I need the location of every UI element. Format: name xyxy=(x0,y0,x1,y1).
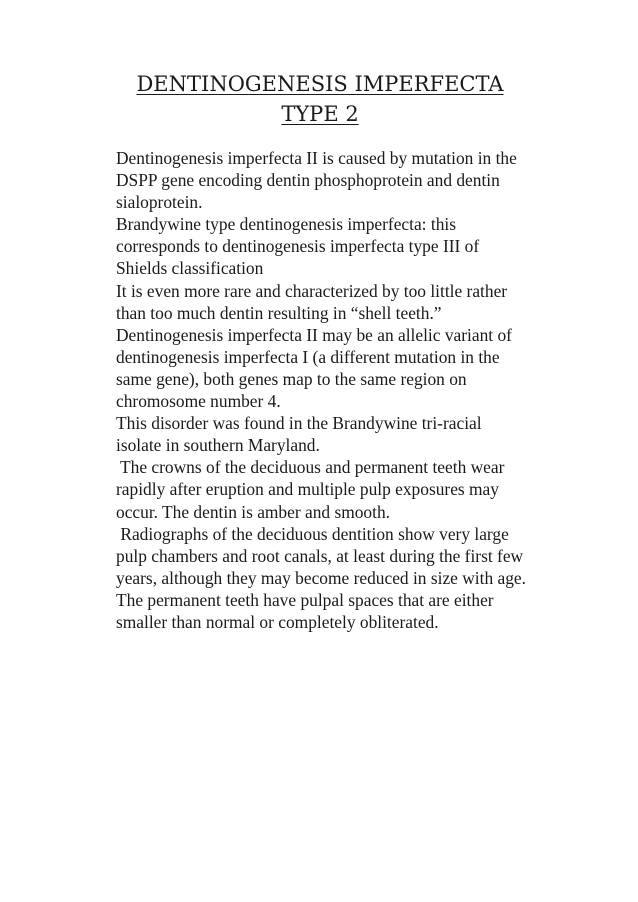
text-line: smaller than normal or completely obliterated. xyxy=(116,611,439,632)
text-line: Dentinogenesis imperfecta II may be an allelic variant of xyxy=(116,324,512,345)
text-line: same gene), both genes map to the same region on xyxy=(116,368,467,389)
text-line: Radiographs of the deciduous dentition show very large xyxy=(116,523,509,544)
text-line: Dentinogenesis imperfecta II is caused by mutation in the xyxy=(116,148,517,168)
text-line: This disorder was found in the Brandywine tri-racial xyxy=(116,413,482,434)
title-line: DENTINOGENESIS IMPERFECTA xyxy=(136,72,504,96)
text-line: The permanent teeth have pulpal spaces that are either xyxy=(116,589,494,610)
body-text xyxy=(116,147,576,633)
text-line: years, although they may become reduced in size with age. xyxy=(116,567,526,588)
text-line: occur. The dentin is amber and smooth. xyxy=(116,501,391,522)
text-line: The crowns of the deciduous and permanent teeth wear xyxy=(116,457,505,478)
text-line: rapidly after eruption and multiple pulp exposures may xyxy=(116,479,499,500)
page-title xyxy=(100,69,540,129)
text-line: corresponds to dentinogenesis imperfecta type III of xyxy=(116,236,480,257)
text-line: than too much dentin resulting in “shell teeth.” xyxy=(116,302,442,323)
text-line: chromosome number 4. xyxy=(116,391,281,412)
text-line: It is even more rare and characterized by too little rather xyxy=(116,280,508,301)
text-line: Brandywine type dentinogenesis imperfecta: this xyxy=(116,214,456,235)
text-line: DSPP gene encoding dentin phosphoprotein and dentin xyxy=(116,170,500,191)
text-line: pulp chambers and root canals, at least during the first few xyxy=(116,545,524,566)
text-line: Shields classification xyxy=(116,258,264,279)
text-line: isolate in southern Maryland. xyxy=(116,435,320,456)
text-line: sialoprotein. xyxy=(116,192,203,213)
text-line: dentinogenesis imperfecta I (a different mutation in the xyxy=(116,346,500,367)
title-line: TYPE 2 xyxy=(281,102,359,126)
